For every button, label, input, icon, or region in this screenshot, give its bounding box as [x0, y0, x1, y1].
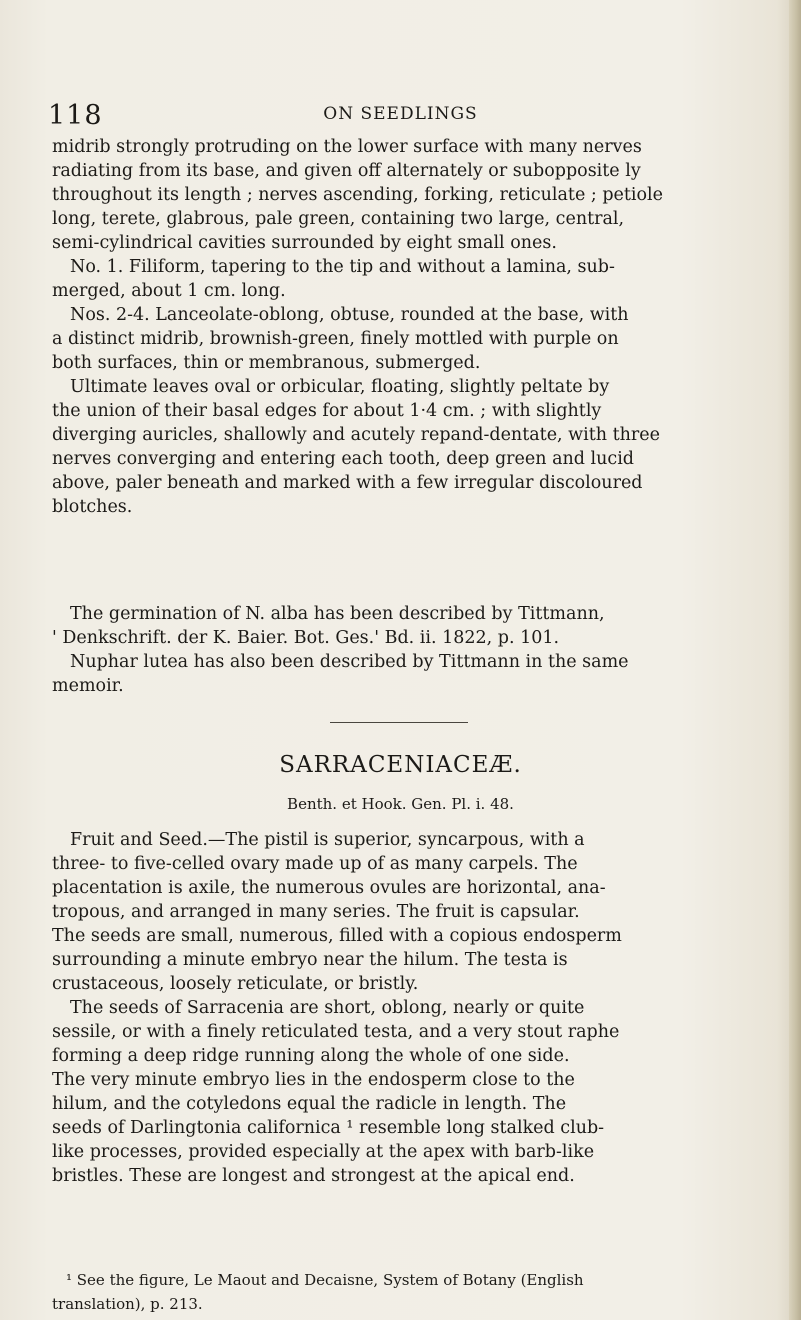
text-line: midrib strongly protruding on the lower surface with many nerves — [52, 137, 642, 157]
text-line: ' Denkschrift. der K. Baier. Bot. Ges.' Bd. ii. 1822, p. 101. — [52, 628, 560, 648]
text-line: diverging auricles, shallowly and acutely repand-dentate, with three — [52, 425, 660, 445]
text-line: bristles. These are longest and strongest at the apical end. — [52, 1166, 575, 1186]
footnote-line: translation), p. 213. — [52, 1295, 203, 1313]
text-line: The germination of N. alba has been described by Tittmann, — [70, 604, 605, 624]
section-title: SARRACENIACEÆ. — [279, 752, 522, 778]
text-line: Nuphar lutea has also been described by Tittmann in the same — [70, 652, 629, 672]
text-line: The very minute embryo lies in the endosperm close to the — [52, 1070, 575, 1090]
text-line: like processes, provided especially at the apex with barb-like — [52, 1142, 595, 1162]
text-line: the union of their basal edges for about 1·4 cm. ; with slightly — [52, 401, 602, 421]
germination-notes — [52, 602, 772, 698]
text-line: Nos. 2-4. Lanceolate-oblong, obtuse, rounded at the base, with — [70, 305, 629, 325]
text-line: forming a deep ridge running along the whole of one side. — [52, 1046, 570, 1066]
text-line: tropous, and arranged in many series. The fruit is capsular. — [52, 902, 580, 922]
text-line: surrounding a minute embryo near the hilum. The testa is — [52, 950, 568, 970]
section-reference: Benth. et Hook. Gen. Pl. i. 48. — [287, 795, 514, 813]
text-line: semi-cylindrical cavities surrounded by eight small ones. — [52, 233, 557, 253]
text-line: hilum, and the cotyledons equal the radicle in length. The — [52, 1094, 567, 1114]
text-line: throughout its length ; nerves ascending, forking, reticulate ; petiole — [52, 185, 664, 205]
page-edge — [789, 0, 801, 1320]
running-head — [0, 100, 801, 130]
text-line: long, terete, glabrous, pale green, containing two large, central, — [52, 209, 625, 229]
section-divider — [330, 722, 468, 723]
footnote-line: ¹ See the figure, Le Maout and Decaisne, System of Botany (English — [66, 1271, 584, 1289]
text-line: No. 1. Filiform, tapering to the tip and without a lamina, sub- — [70, 257, 615, 277]
text-line: three- to five-celled ovary made up of as many carpels. The — [52, 854, 578, 874]
text-line: above, paler beneath and marked with a few irregular discoloured — [52, 473, 643, 493]
text-line: blotches. — [52, 497, 133, 517]
text-line: The seeds are small, numerous, filled with a copious endosperm — [52, 926, 622, 946]
text-line: merged, about 1 cm. long. — [52, 281, 286, 301]
text-line: memoir. — [52, 676, 124, 696]
text-line: crustaceous, loosely reticulate, or bristly. — [52, 974, 419, 994]
text-line: a distinct midrib, brownish-green, finely mottled with purple on — [52, 329, 619, 349]
text-line: Fruit and Seed.—The pistil is superior, syncarpous, with a — [70, 830, 585, 850]
text-line: seeds of Darlingtonia californica ¹ resemble long stalked club- — [52, 1118, 605, 1138]
text-line: both surfaces, thin or membranous, submerged. — [52, 353, 481, 373]
nymphaea-description — [52, 135, 772, 519]
text-line: radiating from its base, and given off alternately or subopposite ly — [52, 161, 641, 181]
text-line: The seeds of Sarracenia are short, oblong, nearly or quite — [70, 998, 585, 1018]
text-line: nerves converging and entering each tooth, deep green and lucid — [52, 449, 635, 469]
fruit-and-seed-description — [52, 828, 772, 1188]
text-line: sessile, or with a finely reticulated testa, and a very stout raphe — [52, 1022, 620, 1042]
page-number: 118 — [48, 100, 103, 131]
text-line: placentation is axile, the numerous ovules are horizontal, ana- — [52, 878, 606, 898]
text-line: Ultimate leaves oval or orbicular, floating, slightly peltate by — [70, 377, 610, 397]
running-title: ON SEEDLINGS — [323, 104, 478, 124]
